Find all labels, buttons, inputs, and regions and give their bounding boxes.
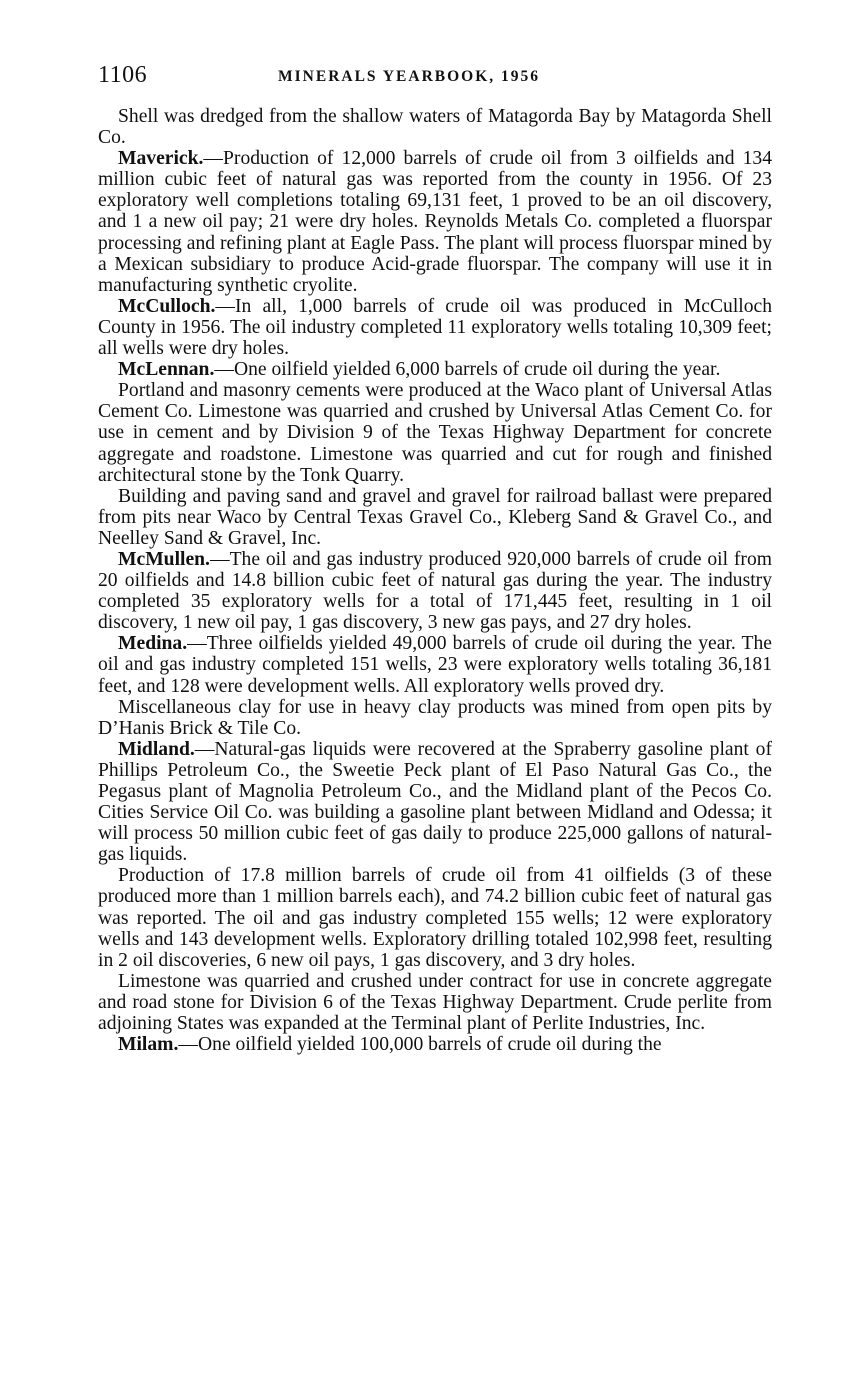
county-heading: McLennan. <box>118 359 215 381</box>
paragraph-mcculloch <box>98 296 772 359</box>
paragraph-text: —One oilfield yielded 100,000 barrels of crude oil during the <box>178 1034 662 1056</box>
paragraph-midland <box>98 739 772 866</box>
paragraph-text: Shell was dredged from the shallow waters of Matagorda Bay by Matagorda Shell Co. <box>98 106 772 149</box>
county-heading: Maverick. <box>118 148 204 170</box>
paragraph-text: —One oilfield yielded 6,000 barrels of crude oil during the year. <box>214 359 721 381</box>
paragraph-mclennan-cement <box>98 380 772 485</box>
page-number: 1106 <box>98 62 148 88</box>
county-heading: Medina. <box>118 633 188 655</box>
paragraph-text: Miscellaneous clay for use in heavy clay products was mined from open pits by D’Hanis Brick & Tile Co. <box>98 696 772 739</box>
paragraph-text: —Production of 12,000 barrels of crude oil from 3 oilfields and 134 million cubic feet of natural gas was reported from the county in 1956. Of 23 exploratory well completions totaling 69,131 feet, 1 proved to be an oil discovery, and 1 a new oil pay; 21 were dry holes. Reynolds Metals Co. completed a fluorspar processing and refining plant at Eagle Pass. The plant will process fluorspar mined by a Mexican subsidiary to produce Acid-grade fluorspar. The company will use it in manufacturing synthetic cryolite. <box>98 148 772 296</box>
paragraph-mcmullen <box>98 549 772 633</box>
paragraph-text: Portland and masonry cements were produced at the Waco plant of Universal Atlas Cement Co. Limestone was quarried and crushed by Universal Atlas Cement Co. for use in cement and by Division 9 of the Texas Highway Department for concrete aggregate and roadstone. Limestone was quarried and cut for rough and finished architectural stone by the Tonk Quarry. <box>98 380 772 486</box>
county-heading: Midland. <box>118 738 195 760</box>
paragraph-matagorda-shell <box>98 106 772 148</box>
paragraph-midland-production <box>98 865 772 970</box>
running-head <box>98 62 772 92</box>
running-title: MINERALS YEARBOOK, 1956 <box>278 68 541 85</box>
paragraph-text: Building and paving sand and gravel and gravel for railroad ballast were prepared from pits near Waco by Central Texas Gravel Co., Kleberg Sand & Gravel Co., and Neelley Sand & Gravel, Inc. <box>98 485 772 549</box>
county-heading: McMullen. <box>118 548 210 570</box>
paragraph-medina-clay <box>98 697 772 739</box>
county-heading: McCulloch. <box>118 295 216 317</box>
paragraph-text: Production of 17.8 million barrels of crude oil from 41 oilfields (3 of these produced more than 1 million barrels each), and 74.2 billion cubic feet of natural gas was reported. The oil and gas industry completed 155 wells; 12 were exploratory wells and 143 development wells. Exploratory drilling totaled 102,998 feet, resulting in 2 oil discoveries, 6 new oil pays, 1 gas discovery, and 3 dry holes. <box>98 865 772 971</box>
paragraph-text: Limestone was quarried and crushed under contract for use in concrete aggregate and road stone for Division 6 of the Texas Highway Department. Crude perlite from adjoining States was expanded at the Terminal plant of Perlite Industries, Inc. <box>98 970 772 1035</box>
document-page <box>98 62 772 1055</box>
body-text <box>98 106 772 1055</box>
paragraph-text: —The oil and gas industry produced 920,000 barrels of crude oil from 20 oilfields and 14.8 billion cubic feet of natural gas during the year. The industry completed 35 exploratory wells for a total of 171,445 feet, resulting in 1 oil discovery, 1 new oil pay, 1 gas discovery, 3 new gas pays, and 27 dry holes. <box>98 548 772 634</box>
paragraph-text: —Three oilfields yielded 49,000 barrels of crude oil during the year. The oil and gas industry completed 151 wells, 23 were exploratory wells totaling 36,181 feet, and 128 were development wells. All exploratory wells proved dry. <box>98 633 772 697</box>
paragraph-mclennan-gravel <box>98 486 772 549</box>
paragraph-medina <box>98 633 772 696</box>
paragraph-mclennan <box>98 359 772 380</box>
paragraph-text: —Natural-gas liquids were recovered at the Spraberry gasoline plant of Phillips Petroleum Co., the Sweetie Peck plant of El Paso Natural Gas Co., the Pegasus plant of Magnolia Petroleum Co., and the Midland plant of the Pecos Co. Cities Service Oil Co. was building a gasoline plant between Midland and Odessa; it will process 50 million cubic feet of gas daily to produce 225,000 gallons of natural-gas liquids. <box>98 738 772 866</box>
paragraph-maverick <box>98 148 772 296</box>
paragraph-text: —In all, 1,000 barrels of crude oil was produced in McCulloch County in 1956. The oil industry completed 11 exploratory wells totaling 10,309 feet; all wells were dry holes. <box>98 295 772 360</box>
paragraph-milam <box>98 1034 772 1055</box>
paragraph-midland-limestone <box>98 971 772 1034</box>
county-heading: Milam. <box>118 1034 179 1056</box>
